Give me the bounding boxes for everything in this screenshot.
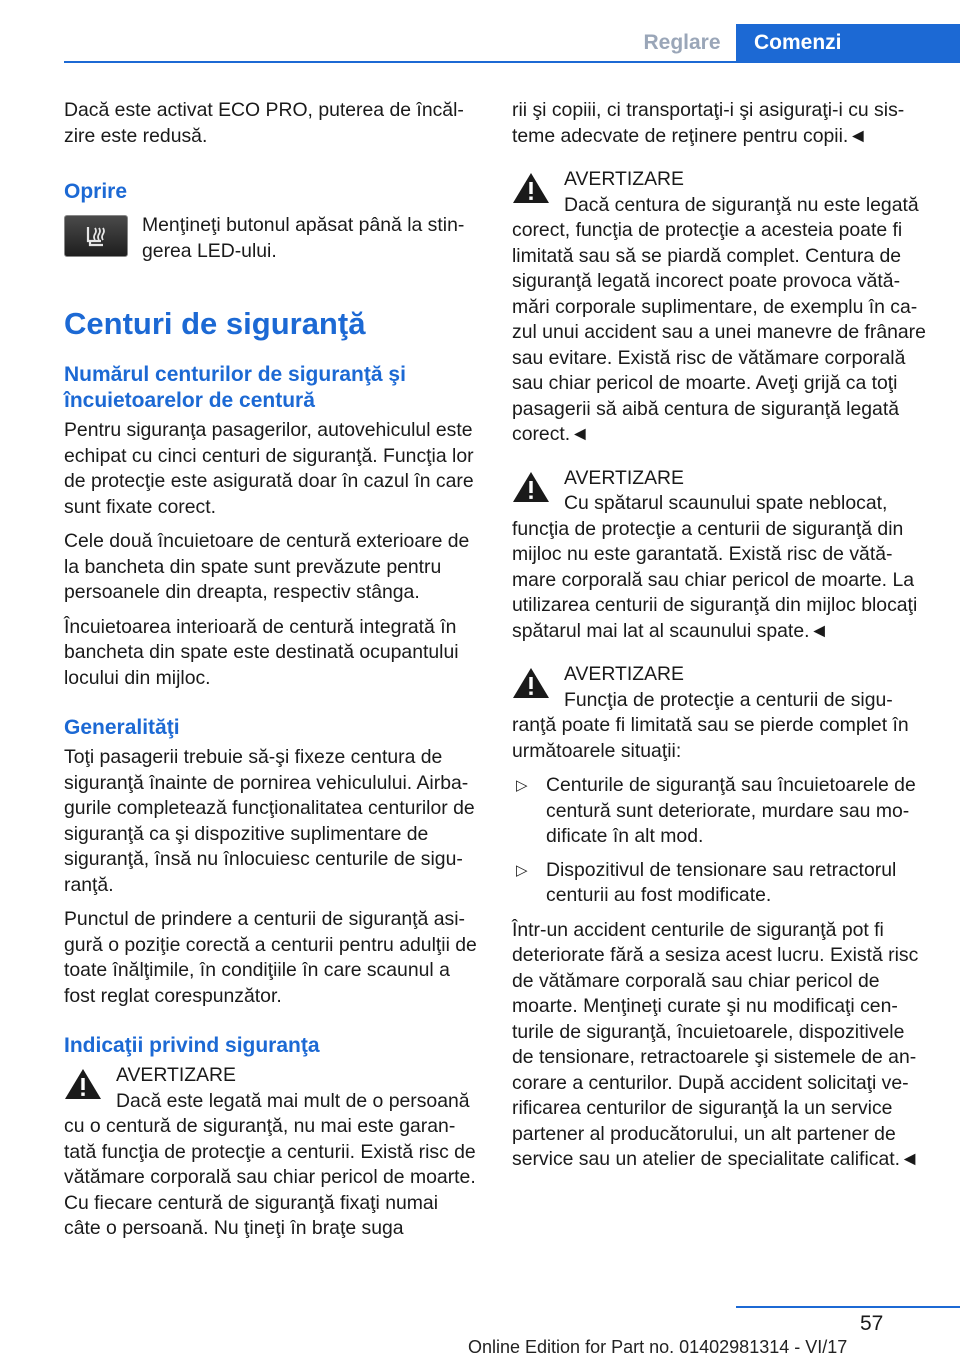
edition-footer: Online Edition for Part no. 01402981314 - VI/17: [468, 1337, 848, 1357]
warning-triangle-icon: [512, 171, 550, 205]
warning-text: Cu spătarul scaunului spate neblocat, funcţia de protecţie a centurii de siguranţă din mijloc nu este garantată. Există risc de vătămare corporală sau chiar pericol de moarte. La utilizarea centurii de siguranţă din mijloc blocaţi spătarul mai lat al scaunului spate.◄: [512, 492, 918, 642]
generalitati-paragraph-1: Toţi pasagerii trebuie să-şi fixeze centura de siguranţă înainte de pornirea vehiculului. Airbagurile completează funcţionalitatea centurilor de siguranţă ca şi dispozitive suplimentare de siguranţă, însă nu înlocuiesc centurile de siguranţă.: [64, 746, 475, 896]
list-item: [512, 773, 926, 850]
situations-list: [512, 773, 926, 909]
warning-text: Dacă centura de siguranţă nu este legată corect, funcţia de protecţie a acesteia poate fi limitată sau să se piardă complet. Centura de siguranţă legată incorect poate provoca vătămări corporale suplimentare, de exemplu în cazul unui accident sau a unei manevre de frânare sau evitare. Există risc de vătămare corporală sau chiar pericol de moarte. Aveţi grijă ca toţi pasagerii să aibă centura de siguranţă legată corect.◄: [512, 193, 926, 445]
warning-title: AVERTIZARE: [116, 1064, 236, 1086]
right-column: [512, 98, 926, 1182]
warning-title: AVERTIZARE: [564, 663, 684, 685]
oprire-instruction: [64, 213, 478, 264]
header-divider: [64, 61, 960, 63]
list-item-text: Dispozitivul de tensionare sau retractorul centurii au fost modificate.: [546, 858, 897, 906]
warning-title: AVERTIZARE: [564, 168, 684, 190]
warning-triangle-icon: [512, 666, 550, 700]
warning-block-4: [512, 662, 926, 764]
list-item: [512, 858, 926, 909]
oprire-heading: Oprire: [64, 180, 128, 203]
generalitati-paragraph-2: Punctul de prindere a centurii de siguranţă asigură o poziţie corectă a centurii pentru adulţii de toate înălţimile, în condiţiile în care scaunul a fost reglat corespunzător.: [64, 908, 477, 1007]
tab-comenzi[interactable]: Comenzi: [736, 24, 960, 62]
seat-heating-icon: [64, 215, 128, 257]
section-title: Centuri de siguranţă: [64, 306, 366, 341]
numar-heading: Numărul centurilor de siguranţă şi încuietoarelor de centură: [64, 363, 406, 412]
warning-text: Funcţia de protecţie a centurii de siguranţă poate fi limitată sau se pierde complet în următoarele situaţii:: [512, 688, 909, 762]
triangle-bullet-icon: ▷: [516, 861, 528, 879]
warning-text: Dacă este legată mai mult de o persoană cu o centură de siguranţă, nu mai este garantată funcţia de protecţie a centurii. Există risc de vătămare corporală sau chiar pericol de moarte. Cu fiecare centură de siguranţă fixaţi numai câte o persoană. Nu ţineţi în braţe suga: [64, 1089, 476, 1239]
numar-paragraph-3: Încuietoarea interioară de centură integrată în bancheta din spate este destinată ocupantului locului din mijloc.: [64, 615, 459, 689]
warning-triangle-icon: [512, 470, 550, 504]
final-paragraph: Într-un accident centurile de siguranţă pot fi deteriorate fără a sesiza acest lucru. Există risc de vătămare corporală sau chiar pericol de moarte. Menţineţi curate şi nu modificaţi centurile de siguranţă, încuietoarele, dispozitivele de tensionare, retractoarele şi sistemele de ancorare a centurilor. După accident solicitaţi verificarea centurilor de siguranţă la un service partener al producătorului, un alt partener de service sau un atelier de specialitate calificat.◄: [512, 918, 920, 1170]
eco-pro-note: Dacă este activat ECO PRO, puterea de încălzire este redusă.: [64, 99, 464, 147]
warning-triangle-icon: [64, 1067, 102, 1101]
page-number: 57: [860, 1312, 884, 1335]
page-header: [0, 0, 960, 62]
indicatii-heading: Indicaţii privind siguranţa: [64, 1034, 320, 1057]
warning-block-1: [64, 1063, 478, 1242]
numar-paragraph-1: Pentru siguranţa pasagerilor, autovehiculul este echipat cu cinci centuri de siguranţă. Funcţia lor de protecţie este asigurată doar în cazul în care sunt fixate corect.: [64, 419, 474, 518]
warning-block-3: [512, 466, 926, 645]
warning-title: AVERTIZARE: [564, 466, 684, 489]
triangle-bullet-icon: ▷: [516, 777, 528, 794]
footer-divider: [736, 1306, 960, 1308]
tab-reglare[interactable]: Reglare: [643, 31, 721, 54]
numar-paragraph-2: Cele două încuietoare de centură exterioare de la bancheta din spate sunt prevăzute pentru persoanele din dreapta, respectiv stânga.: [64, 530, 470, 603]
left-column: [64, 98, 478, 1251]
continuation-text: rii şi copiii, ci transportaţi-i şi asiguraţi-i cu sisteme adecvate de reţinere pentru copii.◄: [512, 99, 905, 147]
list-item-text: Centurile de siguranţă sau încuietoarele de centură sunt deteriorate, murdare sau modificate în alt mod.: [546, 774, 916, 847]
generalitati-heading: Generalităţi: [64, 716, 180, 739]
oprire-text: Menţineţi butonul apăsat până la stingerea LED-ului.: [142, 214, 465, 262]
warning-block-2: [512, 167, 926, 448]
